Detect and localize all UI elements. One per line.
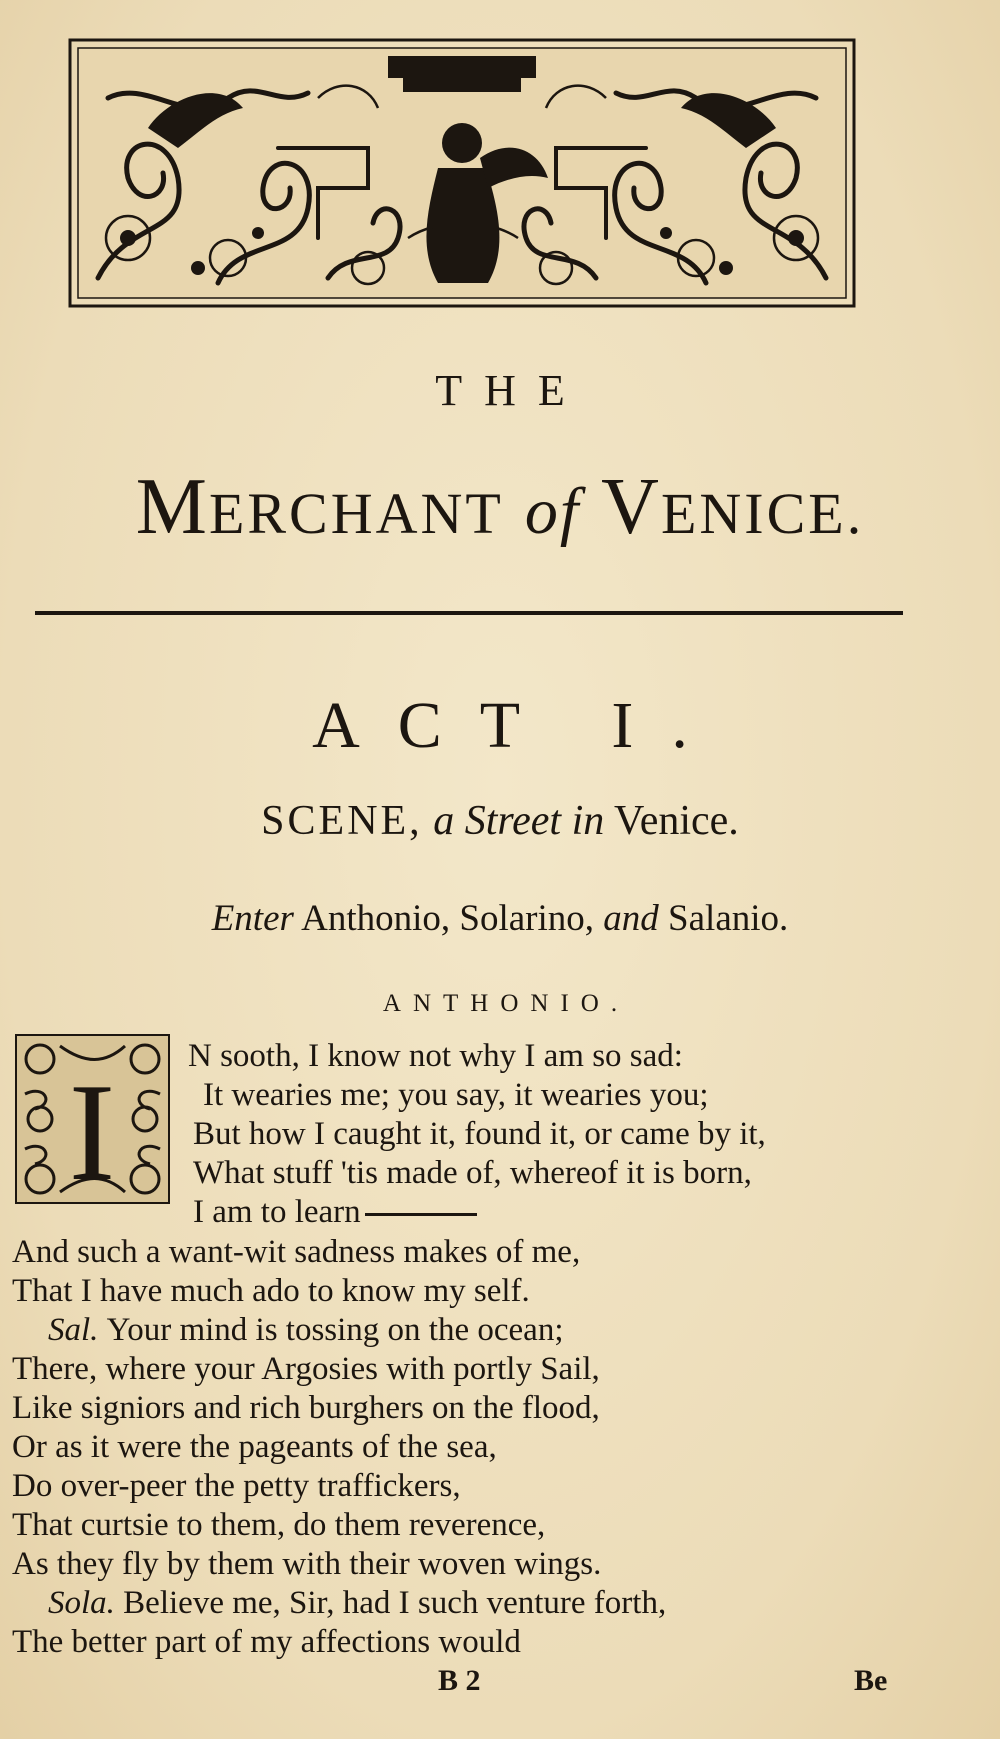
play-title (0, 462, 1000, 553)
title-word-of: of (524, 475, 581, 548)
speech-prefix: Sal. (48, 1312, 107, 1348)
verse-line (12, 1275, 530, 1308)
em-dash-rule (365, 1213, 477, 1216)
verse-line (12, 1392, 600, 1425)
verse-text: N sooth, I know not why I am so sad: (188, 1038, 683, 1074)
drop-cap-letter: I (68, 1055, 116, 1204)
scene-heading (0, 797, 1000, 845)
title-initial-v: V (601, 463, 661, 551)
verse-line (12, 1236, 580, 1269)
verse-text: It wearies me; you say, it wearies you; (203, 1077, 709, 1113)
stage-and: and (603, 898, 659, 939)
stage-enter: Enter (211, 898, 294, 939)
stage-names: Anthonio, Solarino, (301, 898, 595, 939)
verse-text: And such a want-wit sadness makes of me, (12, 1234, 581, 1270)
verse-text: As they fly by them with their woven wings. (12, 1546, 602, 1582)
ornamental-headpiece (68, 38, 856, 308)
title-word-merchant: ERCHANT (208, 481, 504, 546)
verse-line (12, 1470, 461, 1503)
scene-a: a (433, 798, 455, 844)
speech-prefix: Sola. (48, 1585, 124, 1621)
verse-text: There, where your Argosies with portly Sail, (12, 1351, 600, 1387)
verse-line (193, 1196, 477, 1229)
scene-label: SCENE, (261, 798, 423, 844)
verse-line (12, 1431, 497, 1464)
verse-text: Like signiors and rich burghers on the flood, (12, 1390, 600, 1426)
verse-text: The better part of my affections would (12, 1624, 521, 1660)
verse-text: What stuff 'tis made of, whereof it is born, (193, 1155, 752, 1191)
verse-line (188, 1040, 683, 1073)
verse-text: Do over-peer the petty traffickers, (12, 1468, 461, 1504)
verse-text: That curtsie to them, do them reverence, (12, 1507, 546, 1543)
decorated-drop-cap (15, 1034, 170, 1204)
verse-line (193, 1118, 766, 1151)
verse-line (48, 1314, 563, 1347)
speaker-name: ANTHONIO. (382, 990, 630, 1017)
act-heading: ACT I. (312, 689, 726, 762)
verse-text: That I have much ado to know my self. (12, 1273, 530, 1309)
title-word-venice: ENICE. (660, 481, 865, 546)
scene-place: Venice. (614, 798, 739, 844)
stage-last: Salanio. (668, 898, 789, 939)
verse-text: Your mind is tossing on the ocean; (106, 1312, 564, 1348)
verse-line (12, 1548, 601, 1581)
verse-line (12, 1353, 600, 1386)
title-rule (35, 611, 903, 615)
verse-line (203, 1079, 709, 1112)
scene-in: in (571, 798, 605, 844)
verse-text: But how I caught it, found it, or came by it, (193, 1116, 766, 1152)
verse-line (48, 1587, 666, 1620)
stage-direction (0, 897, 1000, 940)
verse-line (12, 1509, 545, 1542)
verse-text: Believe me, Sir, had I such venture forth, (123, 1585, 667, 1621)
verse-text: Or as it were the pageants of the sea, (12, 1429, 497, 1465)
verse-line (193, 1157, 752, 1190)
catchword: Be (854, 1664, 888, 1697)
scene-street: Street (464, 798, 562, 844)
verse-line (12, 1626, 521, 1659)
title-initial-m: M (135, 463, 209, 551)
title-article: THE (435, 366, 587, 415)
signature-mark: B 2 (438, 1664, 481, 1697)
verse-text: I am to learn (193, 1194, 361, 1230)
